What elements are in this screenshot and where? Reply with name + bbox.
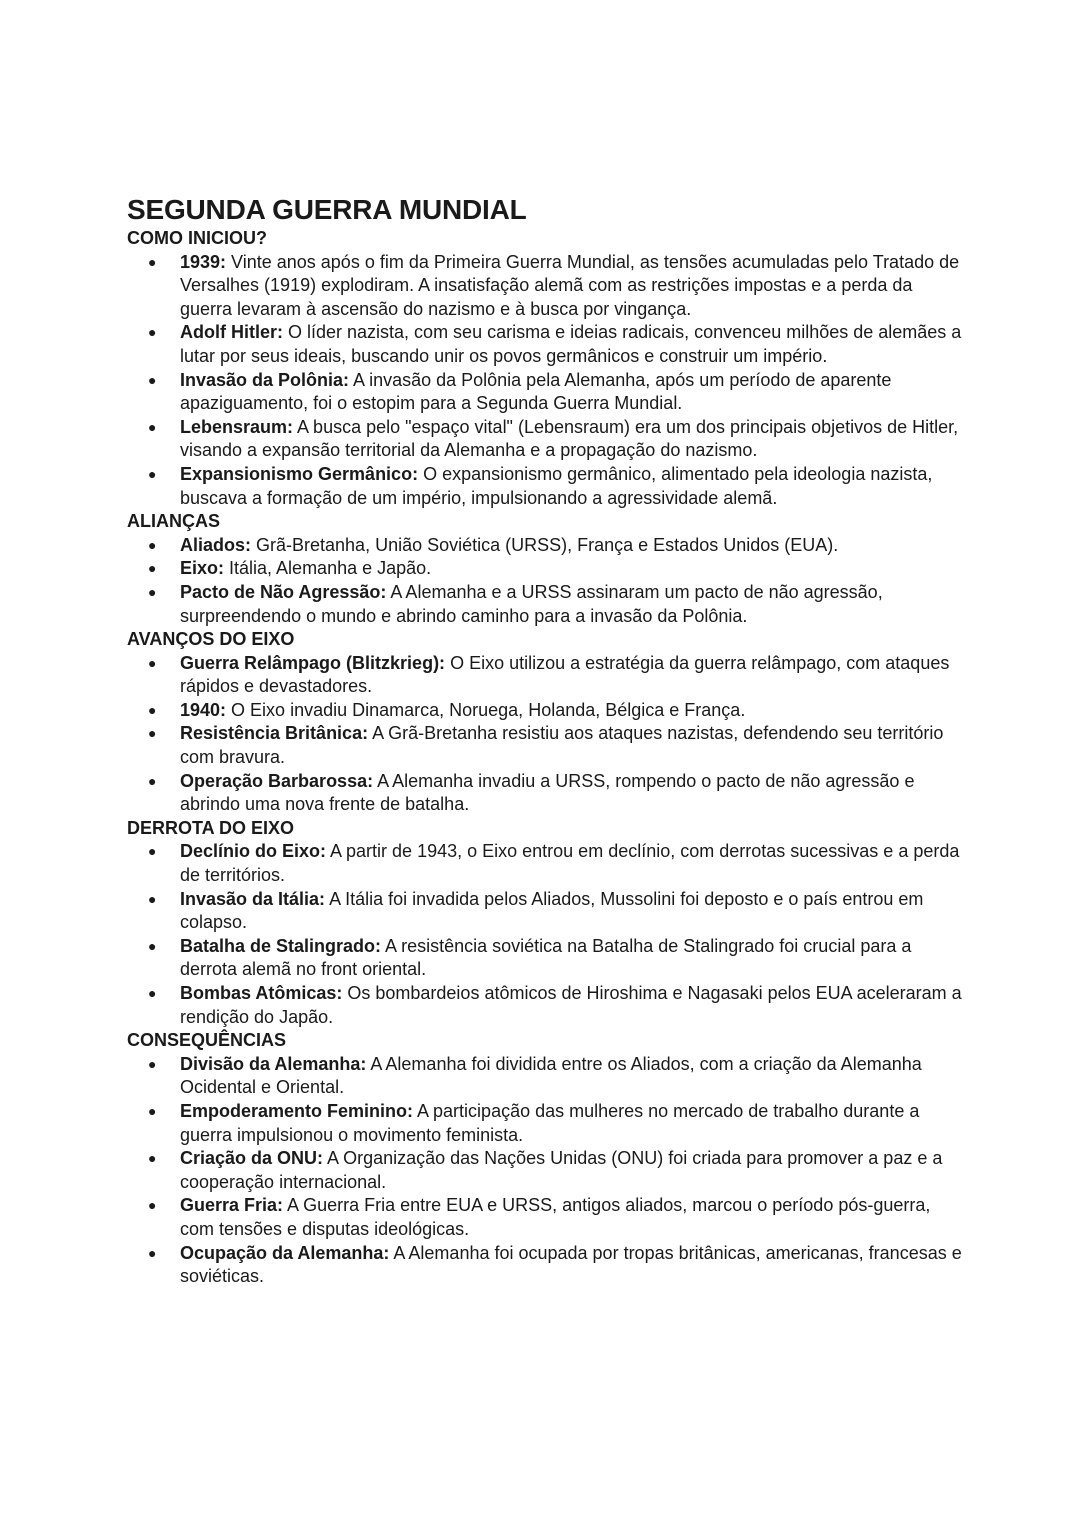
bullet-icon: ● xyxy=(148,772,157,789)
item-text: Itália, Alemanha e Japão. xyxy=(224,558,432,579)
list-item xyxy=(127,935,967,982)
sections-container xyxy=(127,227,967,1289)
list-item xyxy=(127,581,967,628)
item-text: Os bombardeios atômicos de Hiroshima e Nagasaki pelos EUA aceleraram a rendição do Japão. xyxy=(180,983,962,1027)
section-heading: ALIANÇAS xyxy=(127,511,220,532)
bullet-icon: ● xyxy=(148,371,157,388)
section-heading: COMO INICIOU? xyxy=(127,228,267,248)
item-text: A Grã-Bretanha resistiu aos ataques nazistas, defendendo seu território com bravura. xyxy=(180,723,944,768)
section-heading: DERROTA DO EIXO xyxy=(127,817,295,838)
list-item xyxy=(127,1053,967,1100)
list-item xyxy=(127,1100,967,1147)
item-text: A Alemanha e a URSS assinaram um pacto de não agressão, surpreendendo o mundo e abrindo caminho para a invasão da Polônia. xyxy=(180,581,883,626)
bullet-icon: ● xyxy=(148,654,157,671)
bullet-icon: ● xyxy=(148,253,157,270)
item-text: A Guerra Fria entre EUA e URSS, antigos aliados, marcou o período pós-guerra, com tensões e disputas ideológicas. xyxy=(180,1195,931,1239)
item-text: A Organização das Nações Unidas (ONU) foi criada para promover a paz e a cooperação internacional. xyxy=(180,1148,943,1192)
item-lead: Criação da ONU: xyxy=(180,1148,324,1169)
item-lead: Expansionismo Germânico: xyxy=(180,463,419,484)
item-text: A Alemanha foi dividida entre os Aliados, com a criação da Alemanha Ocidental e Oriental. xyxy=(180,1053,922,1098)
list-item xyxy=(127,770,967,817)
bullet-list xyxy=(127,1053,967,1289)
item-lead: Empoderamento Feminino: xyxy=(180,1100,414,1121)
item-lead: Ocupação da Alemanha: xyxy=(180,1242,390,1263)
item-lead: Divisão da Alemanha: xyxy=(180,1053,367,1074)
list-item xyxy=(127,982,967,1029)
item-text: A Alemanha foi ocupada por tropas britânicas, americanas, francesas e soviéticas. xyxy=(180,1242,962,1287)
bullet-icon: ● xyxy=(148,465,157,482)
item-text: O líder nazista, com seu carisma e ideias radicais, convenceu milhões de alemães a lutar por seus ideais, buscando unir os povos germânicos e construir um império. xyxy=(180,322,962,366)
item-lead: Guerra Fria: xyxy=(180,1195,284,1216)
item-lead: Operação Barbarossa: xyxy=(180,770,374,791)
item-lead: Adolf Hitler: xyxy=(180,322,283,343)
bullet-icon: ● xyxy=(148,725,157,742)
item-lead: Resistência Britânica: xyxy=(180,723,369,744)
item-text: Vinte anos após o fim da Primeira Guerra Mundial, as tensões acumuladas pelo Tratado de Versalhes (1919) explodiram. A insatisfação alemã com as restrições impostas e a perda da guerra levaram à ascensão do nazismo e à busca por vingança. xyxy=(180,251,960,319)
list-item xyxy=(127,463,967,510)
section-heading: CONSEQUÊNCIAS xyxy=(127,1030,287,1051)
bullet-icon: ● xyxy=(148,937,157,954)
list-item xyxy=(127,652,967,699)
item-text: A invasão da Polônia pela Alemanha, após um período de aparente apaziguamento, foi o estopim para a Segunda Guerra Mundial. xyxy=(180,369,892,414)
list-item xyxy=(127,369,967,416)
bullet-icon: ● xyxy=(148,1150,157,1167)
bullet-icon: ● xyxy=(148,843,157,860)
list-item xyxy=(127,416,967,463)
item-lead: 1940: xyxy=(180,699,227,720)
bullet-icon: ● xyxy=(148,418,157,435)
item-text: O Eixo utilizou a estratégia da guerra relâmpago, com ataques rápidos e devastadores. xyxy=(180,652,950,697)
bullet-icon: ● xyxy=(148,560,157,577)
bullet-icon: ● xyxy=(148,1197,157,1214)
item-lead: Bombas Atômicas: xyxy=(180,983,343,1003)
item-lead: Invasão da Polônia: xyxy=(180,369,350,390)
item-lead: Invasão da Itália: xyxy=(180,888,326,909)
list-item xyxy=(127,722,967,769)
bullet-icon: ● xyxy=(148,1055,157,1072)
list-item xyxy=(127,1242,967,1289)
list-item xyxy=(127,251,967,322)
document-page xyxy=(127,193,967,1289)
item-text: A participação das mulheres no mercado de trabalho durante a guerra impulsionou o movimento feminista. xyxy=(180,1100,920,1145)
bullet-icon: ● xyxy=(148,324,157,341)
item-lead: Pacto de Não Agressão: xyxy=(180,581,387,602)
bullet-icon: ● xyxy=(148,701,157,718)
bullet-list xyxy=(127,534,967,628)
item-lead: Eixo: xyxy=(180,558,225,579)
list-item xyxy=(127,557,967,581)
bullet-icon: ● xyxy=(148,985,157,1001)
bullet-icon: ● xyxy=(148,583,157,600)
bullet-list xyxy=(127,840,967,1029)
item-lead: Batalha de Stalingrado: xyxy=(180,935,382,956)
item-lead: Guerra Relâmpago (Blitzkrieg): xyxy=(180,652,446,673)
bullet-icon: ● xyxy=(148,536,157,553)
item-text: A Alemanha invadiu a URSS, rompendo o pacto de não agressão e abrindo uma nova frente de batalha. xyxy=(180,770,915,815)
bullet-icon: ● xyxy=(148,1102,157,1119)
list-item xyxy=(127,321,967,368)
item-lead: 1939: xyxy=(180,251,227,272)
document-title: SEGUNDA GUERRA MUNDIAL xyxy=(127,194,527,225)
item-lead: Lebensraum: xyxy=(180,416,294,437)
item-lead: Aliados: xyxy=(180,534,252,555)
list-item xyxy=(127,888,967,935)
item-text: Grã-Bretanha, União Soviética (URSS), França e Estados Unidos (EUA). xyxy=(251,534,839,555)
bullet-list xyxy=(127,251,967,511)
item-text: A busca pelo "espaço vital" (Lebensraum) era um dos principais objetivos de Hitler, visando a expansão territorial da Alemanha e a propagação do nazismo. xyxy=(180,416,959,461)
list-item xyxy=(127,534,967,558)
list-item xyxy=(127,699,967,723)
item-lead: Declínio do Eixo: xyxy=(180,841,327,862)
item-text: A partir de 1943, o Eixo entrou em declínio, com derrotas sucessivas e a perda de territórios. xyxy=(180,841,960,886)
list-item xyxy=(127,1147,967,1194)
bullet-icon: ● xyxy=(148,890,157,907)
bullet-list xyxy=(127,652,967,817)
item-text: O Eixo invadiu Dinamarca, Noruega, Holanda, Bélgica e França. xyxy=(226,699,746,720)
section-heading: AVANÇOS DO EIXO xyxy=(127,629,295,650)
list-item xyxy=(127,1194,967,1241)
item-text: O expansionismo germânico, alimentado pela ideologia nazista, buscava a formação de um império, impulsionando a agressividade alemã. xyxy=(180,463,933,508)
list-item xyxy=(127,840,967,887)
bullet-icon: ● xyxy=(148,1244,157,1261)
item-text: A Itália foi invadida pelos Aliados, Mussolini foi deposto e o país entrou em colapso. xyxy=(180,888,924,933)
item-text: A resistência soviética na Batalha de Stalingrado foi crucial para a derrota alemã no front oriental. xyxy=(180,935,912,980)
